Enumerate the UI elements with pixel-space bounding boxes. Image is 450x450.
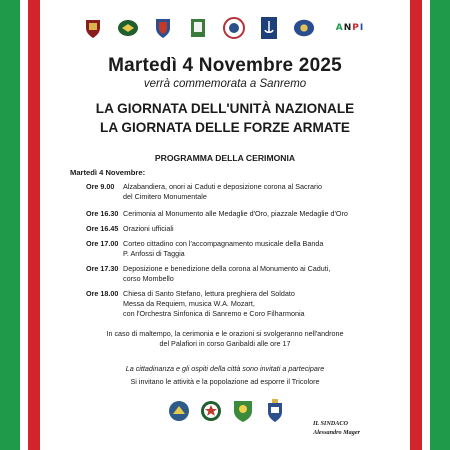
headline-armed-forces: LA GIORNATA DELLE FORZE ARMATE <box>100 120 350 135</box>
schedule-item <box>86 182 386 204</box>
schedule-item <box>86 239 386 261</box>
anchor-badge-icon <box>258 16 280 40</box>
footer-logos <box>168 398 286 424</box>
headline-unity: LA GIORNATA DELL'UNITÀ NAZIONALE <box>95 101 355 116</box>
header-logos <box>82 13 372 43</box>
schedule-item <box>86 289 386 321</box>
invitation-text: La cittadinanza e gli ospiti della città sono invitati a partecipare <box>125 364 325 373</box>
schedule-time: Ore 9.00 <box>86 182 115 191</box>
event-subtitle: verrà commemorata a Sanremo <box>143 78 307 90</box>
round-seal-icon <box>223 16 245 40</box>
schedule-description: Chiesa di Santo Stefano, lettura preghiera del Soldato Messa da Requiem, musica W.A. Mozart, con l'Orchestra Sinfonica di Sanremo e Coro Filharmonia <box>123 289 305 318</box>
bad-weather-note: In caso di maltempo, la cerimonia e le orazioni si svolgeranno nell'androne del Palafiori in corso Garibaldi alle ore 17 <box>106 329 344 348</box>
crest-icon <box>187 16 209 40</box>
city-crest-icon <box>264 399 286 423</box>
program-day: Martedì 4 Novembre: <box>70 168 146 177</box>
schedule-description: Corteo cittadino con l'accompagnamento musicale della Banda P. Anfossi di Taggia <box>123 239 324 258</box>
green-badge-icon <box>117 16 139 40</box>
schedule-item <box>86 224 386 236</box>
flag-appeal-text: Si invitano le attività e la popolazione ad esporre il Tricolore <box>130 377 320 386</box>
navy-badge-icon <box>293 16 315 40</box>
signature-name: Alessandro Mager <box>313 429 360 436</box>
event-date-heading: Martedì 4 Novembre 2025 <box>108 55 342 76</box>
green-crest-icon <box>232 399 254 423</box>
schedule-item <box>86 209 386 221</box>
schedule-time: Ore 16.30 <box>86 209 119 218</box>
shield-badge-icon <box>152 16 174 40</box>
anpi-logo: A N P I <box>328 18 372 38</box>
schedule-item <box>86 264 386 286</box>
coat-of-arms-icon <box>82 16 104 40</box>
schedule-description: Orazioni ufficiali <box>123 224 174 233</box>
star-badge-icon <box>200 399 222 423</box>
schedule-description: Cerimonia al Monumento alle Medaglie d'Oro, piazzale Medaglie d'Oro <box>123 209 348 218</box>
schedule-time: Ore 17.30 <box>86 264 119 273</box>
schedule-time: Ore 16.45 <box>86 224 119 233</box>
schedule-time: Ore 18.00 <box>86 289 119 298</box>
schedule-time: Ore 17.00 <box>86 239 119 248</box>
alpine-badge-icon <box>168 399 190 423</box>
program-title: PROGRAMMA DELLA CERIMONIA <box>154 153 296 163</box>
signature-role: IL SINDACO <box>312 420 348 427</box>
schedule-description: Deposizione e benedizione della corona al Monumento ai Caduti, corso Mombello <box>123 264 331 283</box>
schedule-description: Alzabandiera, onori ai Caduti e deposizione corona al Sacrario del Cimitero Monumentale <box>123 182 322 201</box>
